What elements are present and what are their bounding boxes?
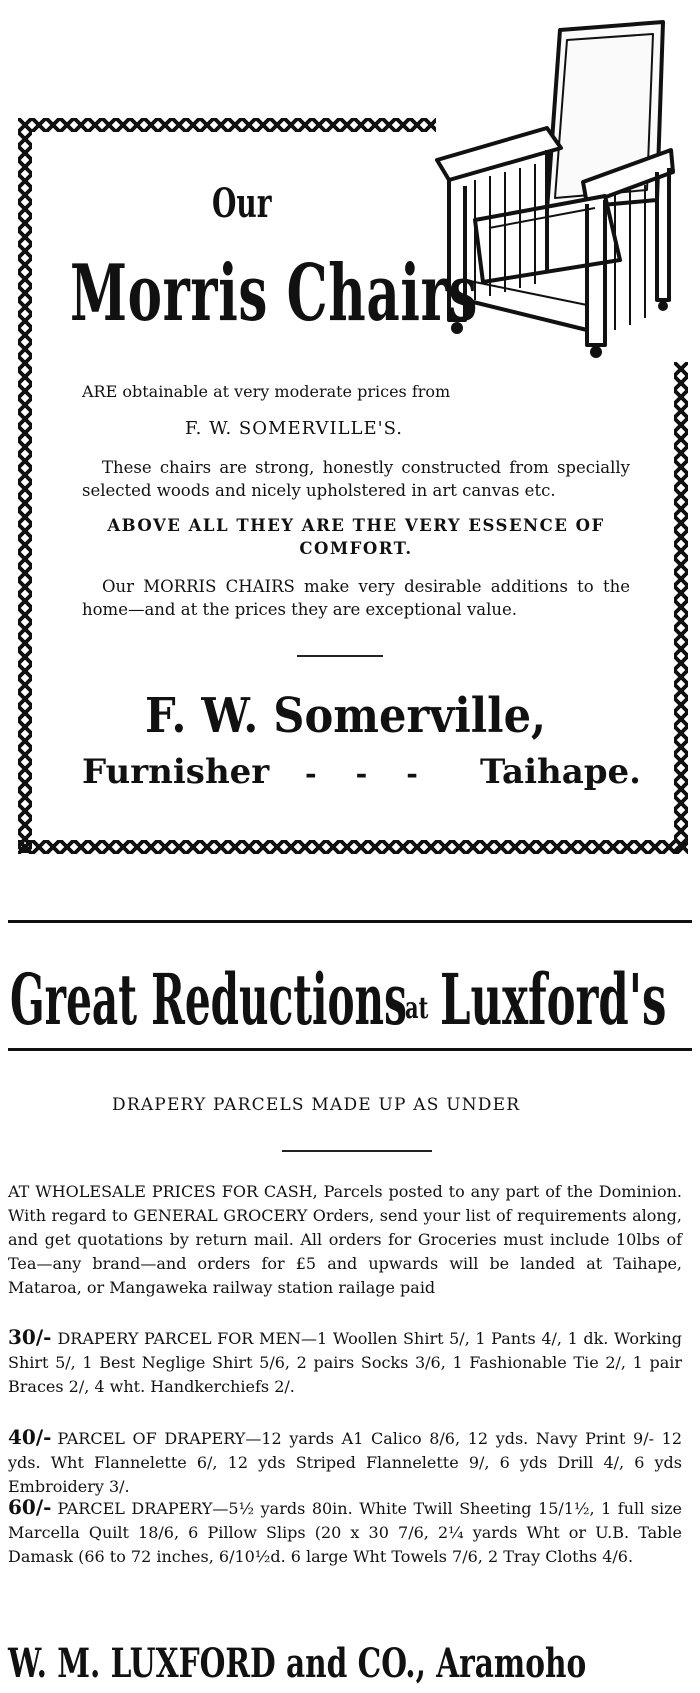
item-30-price: 30/- <box>8 1325 52 1349</box>
headline <box>10 958 700 1041</box>
ad1-divider <box>297 655 383 657</box>
border-right <box>674 362 688 852</box>
ad1-paragraph-2: ABOVE ALL THEY ARE THE VERY ESSENCE OF COMFORT. <box>107 516 605 558</box>
ad2-intro: AT WHOLESALE PRICES FOR CASH, Parcels posted to any part of the Dominion. With regard to GENERAL GROCERY Orders, send your list of requirements along, and get quotations by return mail. All orders for Groceries must include 10lbs of Tea—any brand—and orders for £5 and upwards will be landed at Taihape, Mataroa, or Mangaweka railway station railage paid <box>8 1182 682 1297</box>
merchant-caps: F. W. SOMERVILLE'S. <box>185 418 404 439</box>
title-morris-chairs: Morris Chairs <box>70 248 479 339</box>
signature-dashes: - - - <box>305 757 418 790</box>
intro-line: ARE obtainable at very moderate prices from <box>82 382 451 401</box>
signature-name: F. W. Somerville, <box>145 688 547 744</box>
item-60-price: 60/- <box>8 1495 52 1519</box>
item-60-text <box>8 1495 682 1569</box>
ads-separator <box>8 920 692 923</box>
item-30 <box>8 1325 682 1399</box>
item-60 <box>8 1495 682 1569</box>
signature-town: Taihape. <box>480 752 641 792</box>
item-40-description: PARCEL OF DRAPERY—12 yards A1 Calico 8/6, 12 yds. Navy Print 9/- 12 yds. Wht Flannelette 6/, 12 yds Striped Flannelette 9/, 6 yds Drill 4/, 6 yds Embroidery 3/. <box>8 1429 682 1496</box>
ad1-paragraph-3: Our MORRIS CHAIRS make very desirable additions to the home—and at the prices they are exceptional value. <box>82 577 630 619</box>
headline-rule <box>8 1048 692 1051</box>
border-bottom <box>18 840 688 854</box>
headline-main: Great Reductions <box>10 958 407 1041</box>
subhead-rule <box>282 1150 432 1152</box>
headline-end: Luxford's <box>440 958 667 1041</box>
ad1-paragraph-1: These chairs are strong, honestly constructed from specially selected woods and nicely upholstered in art canvas etc. <box>82 458 630 500</box>
subhead: DRAPERY PARCELS MADE UP AS UNDER <box>112 1095 521 1115</box>
signature-role: Furnisher <box>82 752 270 792</box>
footer-signature: W. M. LUXFORD and CO., Aramoho <box>8 1640 587 1687</box>
border-left <box>18 118 32 853</box>
item-40-price: 40/- <box>8 1425 52 1449</box>
item-40 <box>8 1425 682 1499</box>
title-our: Our <box>212 180 272 227</box>
item-40-text <box>8 1425 682 1499</box>
headline-at: at <box>405 991 429 1026</box>
item-30-text <box>8 1325 682 1399</box>
item-30-description: DRAPERY PARCEL FOR MEN—1 Woollen Shirt 5/, 1 Pants 4/, 1 dk. Working Shirt 5/, 1 Best Neglige Shirt 5/6, 2 pairs Socks 3/6, 1 Fashionable Tie 2/, 1 pair Braces 2/, 4 wht. Handkerchiefs 2/. <box>8 1329 682 1396</box>
border-top <box>18 118 436 132</box>
item-60-description: PARCEL DRAPERY—5½ yards 80in. White Twill Sheeting 15/1½, 1 full size Marcella Quilt 18/6, 6 Pillow Slips (20 x 30 7/6, 2¼ yards Wht or U.B. Table Damask (66 to 72 inches, 6/10½d. 6 large Wht Towels 7/6, 2 Tray Cloths 4/6. <box>8 1499 682 1566</box>
